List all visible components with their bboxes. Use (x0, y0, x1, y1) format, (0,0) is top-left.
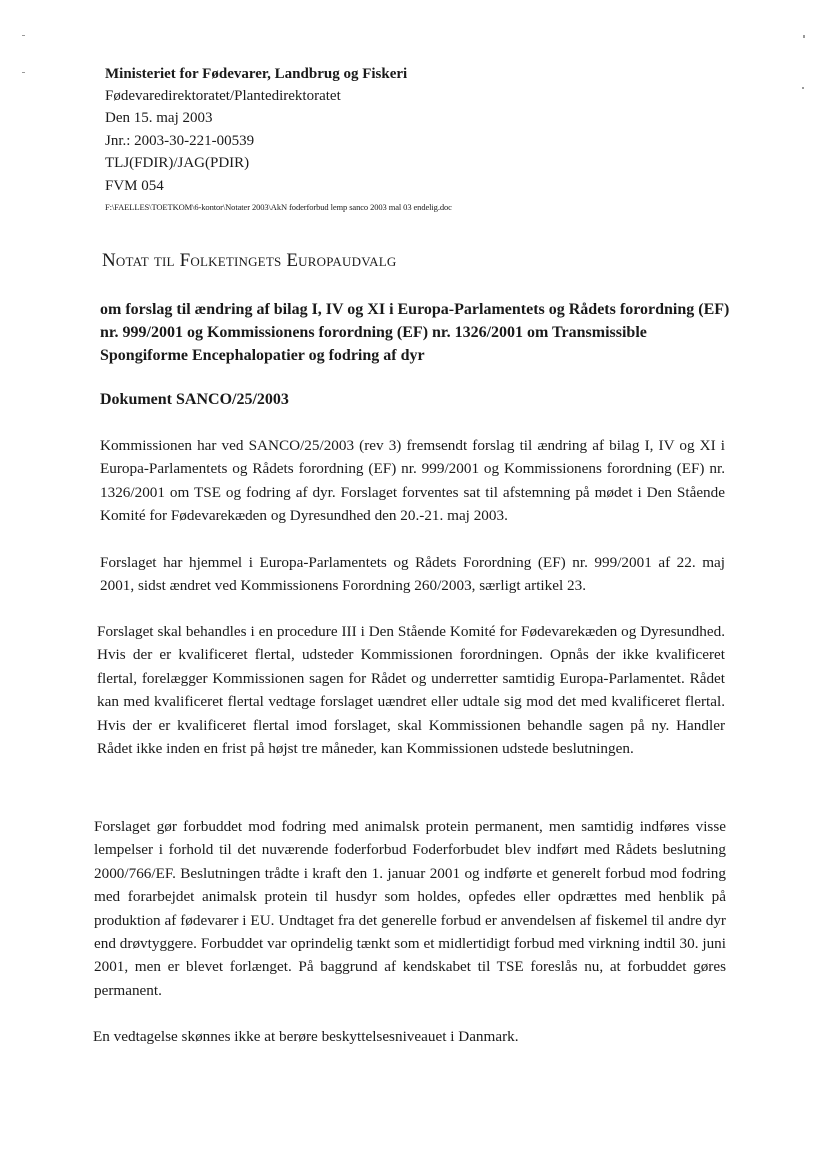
page-title: Notat til Folketingets Europaudvalg (102, 250, 397, 271)
directorate: Fødevaredirektoratet/Plantedirektoratet (105, 88, 341, 104)
paragraph: Forslaget skal behandles i en procedure III i Den Stående Komité for Fødevarekæden og Dyresundhed. Hvis der er kvalificeret flertal, udsteder Kommissionen forordningen. Opnås der ikke kvalificeret flertal, forelægger Kommissionen sagen for Rådet og underretter samtidig Europa-Parlamentet. Rådet kan med kvalificeret flertal vedtage forslaget uændret eller udtale sig mod det med kvalificeret flertal. Hvis der er kvalificeret flertal imod forslaget, skal Kommissionen behandle sagen på ny. Handler Rådet ikke inden en frist på højst tre måneder, kan Kommissionen udstede beslutningen. (97, 623, 725, 758)
scan-mark (22, 35, 25, 36)
paragraph: En vedtagelse skønnes ikke at berøre beskyttelsesniveauet i Danmark. (93, 1028, 519, 1045)
initials: TLJ(FDIR)/JAG(PDIR) (105, 155, 250, 171)
file-path: F:\FAELLES\TOETKOM\6-kontor\Notater 2003\AkN foderforbud lemp sanco 2003 mal 03 endelig.doc (105, 202, 452, 212)
journal-number: Jnr.: 2003-30-221-00539 (105, 133, 255, 149)
scan-mark (802, 87, 804, 89)
subject-heading: om forslag til ændring af bilag I, IV og XI i Europa-Parlamentets og Rådets forordning (EF) nr. 999/2001 og Kommissionens forordning (EF) nr. 1326/2001 om Transmissible Spongiforme Encephalopatier og fodring af dyr (100, 301, 730, 364)
paragraph: Forslaget gør forbuddet mod fodring med animalsk protein permanent, men samtidig indføres visse lempelser i forhold til det nuværende foderforbud Foderforbudet blev indført med Rådets beslutning 2000/766/EF. Beslutningen trådte i kraft den 1. januar 2001 og indførte et generelt forbud mod fodring med forarbejdet animalsk protein til husdyr som holdes, opfedes eller opdrættes med henblik på produktion af fødevarer i EU. Undtaget fra det generelle forbud er anvendelsen af fiskemel til andre dyr end drøvtyggere. Forbuddet var oprindelig tænkt som et midlertidigt forbud med virkning indtil 30. juni 2001, men er blevet forlænget. På baggrund af kendskabet til TSE foreslås nu, at forbuddet gøres permanent. (94, 818, 726, 999)
scan-mark (22, 72, 25, 73)
fvm-number: FVM 054 (105, 178, 164, 194)
paragraph: Forslaget har hjemmel i Europa-Parlamentets og Rådets Forordning (EF) nr. 999/2001 af 22. maj 2001, sidst ændret ved Kommissionens Forordning 260/2003, særligt artikel 23. (100, 554, 725, 595)
paragraph: Kommissionen har ved SANCO/25/2003 (rev 3) fremsendt forslag til ændring af bilag I, IV og XI i Europa-Parlamentets og Rådets forordning (EF) nr. 999/2001 og Kommissionens forordning (EF) nr. 1326/2001 om TSE og fodring af dyr. Forslaget forventes sat til afstemning på mødet i Den Stående Komité for Fødevarekæden og Dyresundhed den 20.-21. maj 2003. (100, 437, 725, 525)
date-line: Den 15. maj 2003 (105, 110, 213, 126)
document-id: Dokument SANCO/25/2003 (100, 391, 289, 408)
ministry-name: Ministeriet for Fødevarer, Landbrug og Fiskeri (105, 66, 408, 82)
scan-mark (803, 35, 805, 38)
